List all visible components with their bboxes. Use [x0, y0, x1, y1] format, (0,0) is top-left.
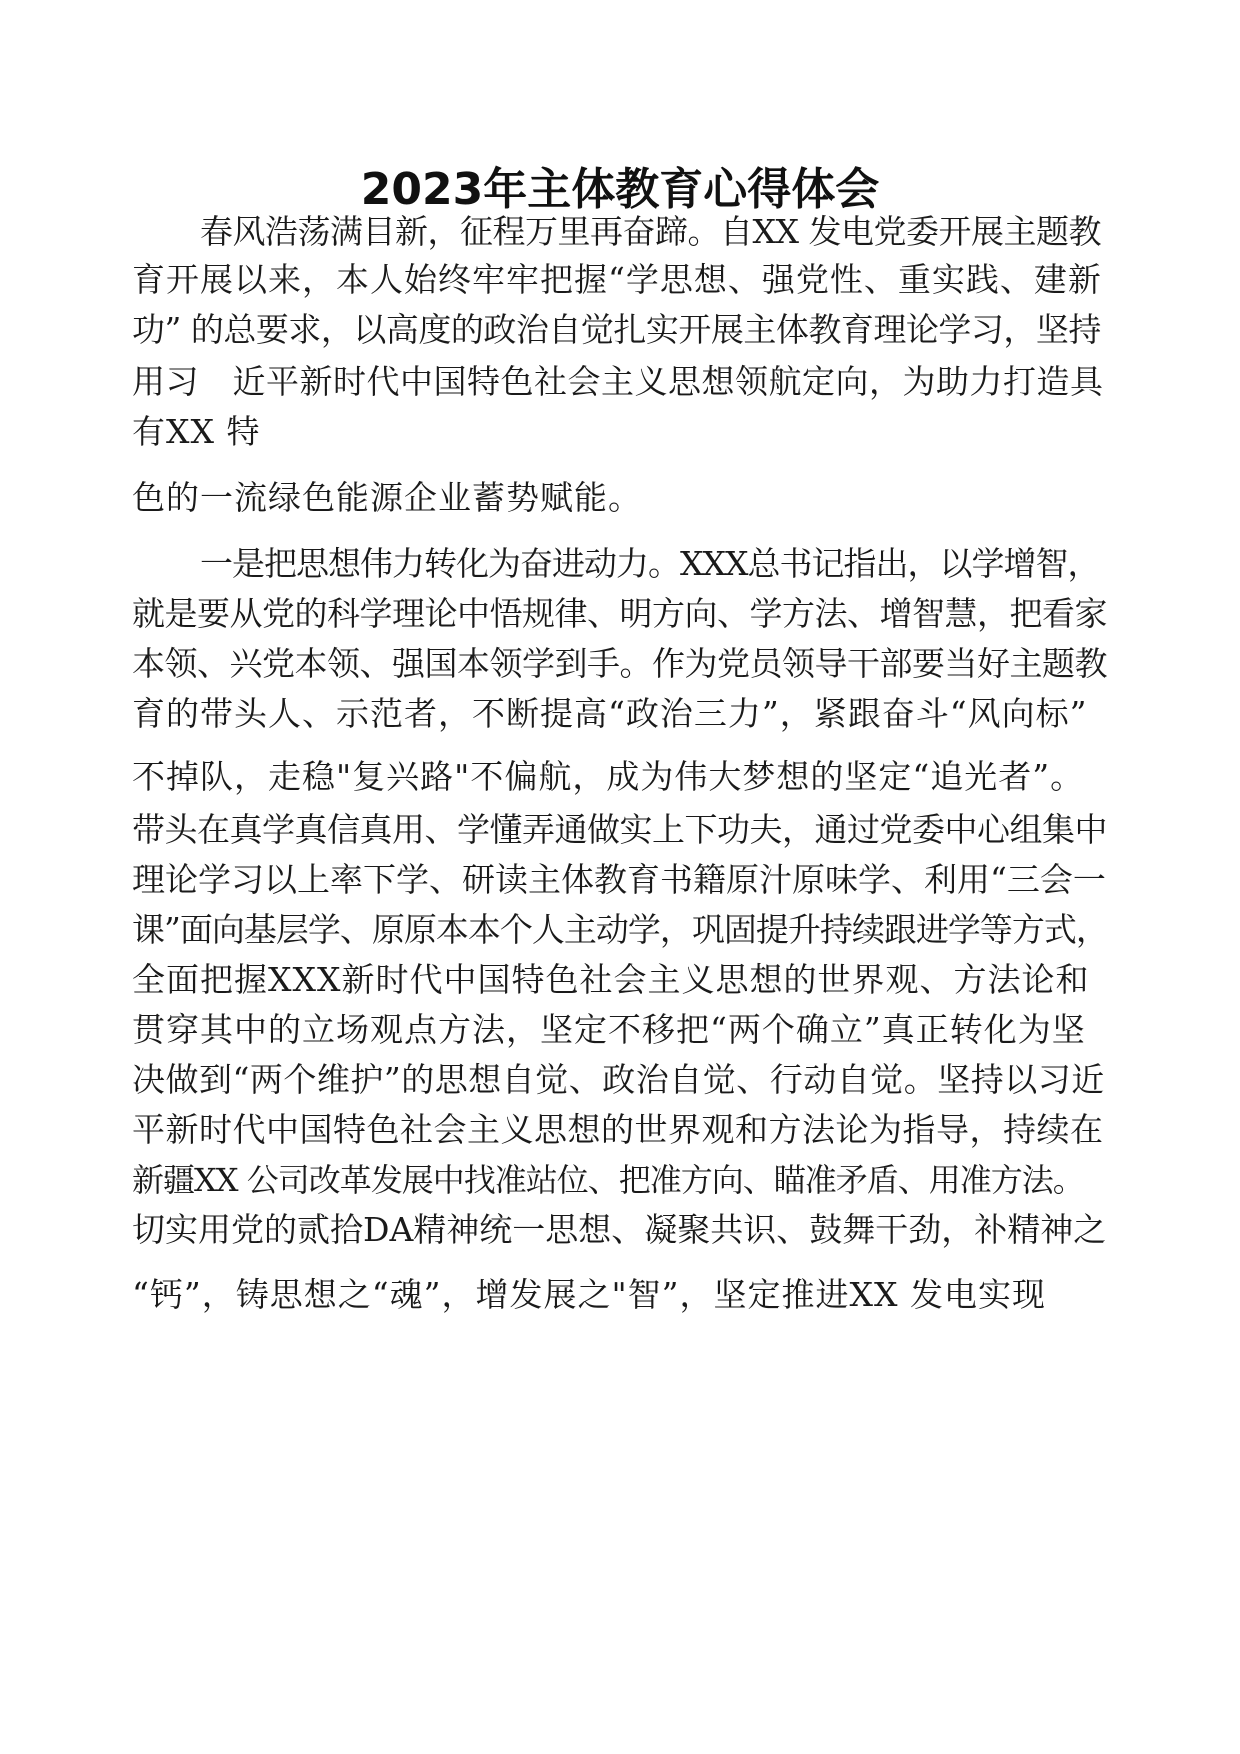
- paragraph-line: “钙”，铸思想之“魂”，增发展之"智”，坚定推进XX 发电实现: [132, 1275, 1047, 1314]
- paragraph-line: 决做到“两个维护”的思想自觉、政治自觉、行动自觉。坚持以习近: [132, 1060, 1105, 1099]
- paragraph-line: 就是要从党的科学理论中悟规律、明方向、学方法、增智慧，把看家: [132, 594, 1107, 633]
- paragraph-line: 功” 的总要求，以高度的政治自觉扎实开展主体教育理论学习，坚持: [132, 310, 1101, 349]
- paragraph-line: 新疆XX 公司改革发展中找准站位、把准方向、瞄准矛盾、用准方法。: [132, 1161, 1084, 1199]
- paragraph-line: 色的一流绿色能源企业蓄势赋能。: [132, 478, 642, 517]
- paragraph-line: 全面把握XXX新时代中国特色社会主义思想的世界观、方法论和: [132, 960, 1090, 999]
- paragraph-line: 不掉队，走稳"复兴路"不偏航，成为伟大梦想的坚定“追光者”。: [132, 757, 1085, 796]
- paragraph-line: 一是把思想伟力转化为奋进动力。XXX总书记指出，以学增智，: [200, 544, 1100, 583]
- paragraph-line: 理论学习以上率下学、研读主体教育书籍原汁原味学、利用“三会一: [132, 860, 1106, 899]
- paragraph-line: 切实用党的贰拾DA精神统一思想、凝聚共识、鼓舞干劲，补精神之: [132, 1210, 1107, 1249]
- paragraph-line: 育开展以来，本人始终牢牢把握“学思想、强党性、重实践、建新: [132, 260, 1102, 299]
- paragraph-line: 本领、兴党本领、强国本领学到手。作为党员领导干部要当好主题教: [132, 644, 1107, 683]
- document-title: 2023年主体教育心得体会: [360, 164, 880, 215]
- paragraph-line: 春风浩荡满目新，征程万里再奋蹄。自XX 发电党委开展主题教: [200, 212, 1101, 251]
- paragraph-line: 课”面向基层学、原原本本个人主动学，巩固提升持续跟进学等方式，: [132, 910, 1108, 949]
- paragraph-line: 平新时代中国特色社会主义思想的世界观和方法论为指导，持续在: [132, 1110, 1104, 1149]
- paragraph-line: 育的带头人、示范者，不断提高“政治三力”，紧跟奋斗“风向标”: [132, 694, 1088, 733]
- paragraph-line: 贯穿其中的立场观点方法，坚定不移把“两个确立”真正转化为坚: [132, 1010, 1086, 1049]
- paragraph-line: 用习 近平新时代中国特色社会主义思想领航定向，为助力打造具: [132, 362, 1104, 401]
- paragraph-line: 带头在真学真信真用、学懂弄通做实上下功夫，通过党委中心组集中: [132, 810, 1107, 849]
- paragraph-line: 有XX 特: [132, 412, 261, 451]
